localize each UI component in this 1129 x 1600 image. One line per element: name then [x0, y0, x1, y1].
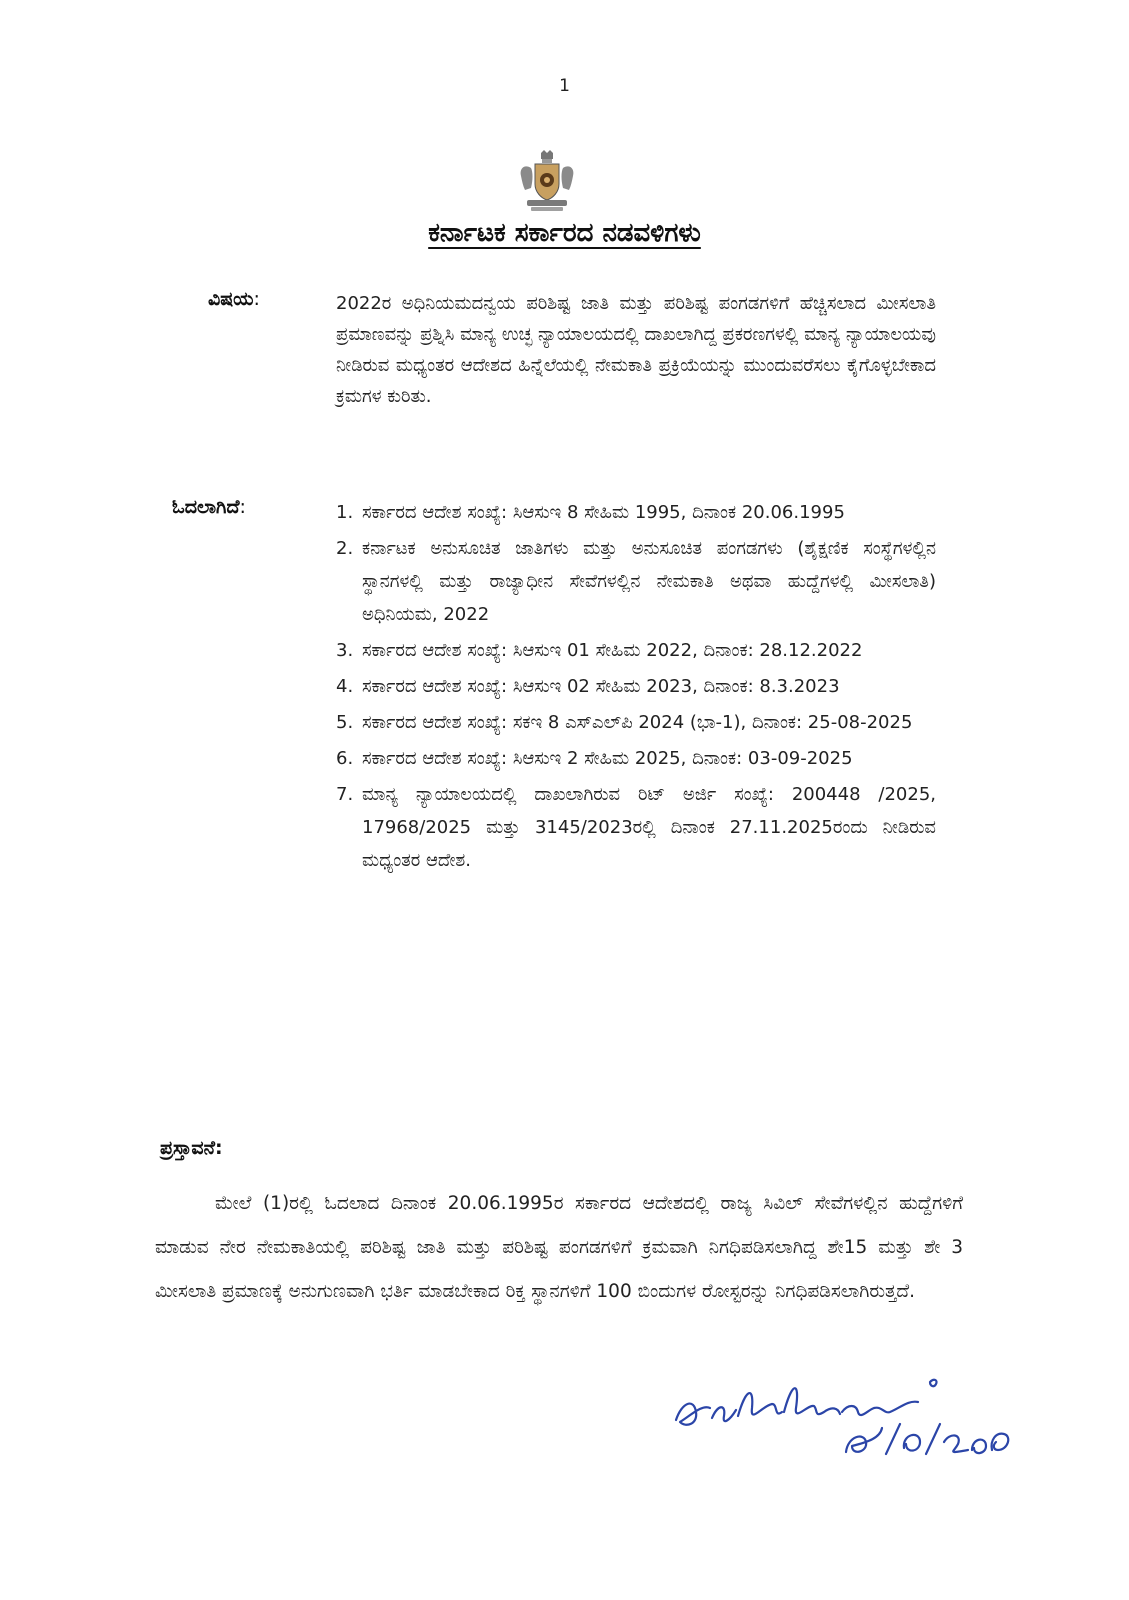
document-title — [0, 218, 1129, 249]
reference-item-text: ಸರ್ಕಾರದ ಆದೇಶ ಸಂಖ್ಯೆ: ಸಿಆಸುಇ 02 ಸೇಹಿಮ 2023, ದಿನಾಂಕ: 8.3.2023 — [362, 676, 840, 697]
reference-item-number: 4. — [336, 676, 354, 697]
reference-item-text: ಕರ್ನಾಟಕ ಅನುಸೂಚಿತ ಜಾತಿಗಳು ಮತ್ತು ಅನುಸೂಚಿತ ಪಂಗಡಗಳು (ಶೈಕ್ಷಣಿಕ ಸಂಸ್ಥೆಗಳಲ್ಲಿನ ಸ್ಥಾನಗಳಲ್ಲಿ ಮತ್ತು ರಾಜ್ಯಾಧೀನ ಸೇವೆಗಳಲ್ಲಿನ ನೇಮಕಾತಿ ಅಥವಾ ಹುದ್ದೆಗಳಲ್ಲಿ ಮೀಸಲಾತಿ) ಅಧಿನಿಯಮ, 2022 — [362, 538, 936, 625]
reference-item-text: ಸರ್ಕಾರದ ಆದೇಶ ಸಂಖ್ಯೆ: ಸಕಇ 8 ಎಸ್‌ಎಲ್‌ಪಿ 2024 (ಭಾ-1), ದಿನಾಂಕ: 25-08-2025 — [362, 712, 913, 733]
reference-item-number: 3. — [336, 640, 354, 661]
reference-item-text: ಸರ್ಕಾರದ ಆದೇಶ ಸಂಖ್ಯೆ: ಸಿಆಸುಇ 01 ಸೇಹಿಮ 2022, ದಿನಾಂಕ: 28.12.2022 — [362, 640, 863, 661]
reference-item-number: 2. — [336, 538, 354, 559]
references-list — [336, 496, 936, 880]
reference-item-number: 7. — [336, 784, 354, 805]
subject-label-colon: : — [253, 288, 260, 310]
preamble-paragraph: ಮೇಲೆ (1)ರಲ್ಲಿ ಓದಲಾದ ದಿನಾಂಕ 20.06.1995ರ ಸರ್ಕಾರದ ಆದೇಶದಲ್ಲಿ ರಾಜ್ಯ ಸಿವಿಲ್ ಸೇವೆಗಳಲ್ಲಿನ ಹುದ್ದೆಗಳಿಗೆ ಮಾಡುವ ನೇರ ನೇಮಕಾತಿಯಲ್ಲಿ ಪರಿಶಿಷ್ಟ ಜಾತಿ ಮತ್ತು ಪರಿಶಿಷ್ಟ ಪಂಗಡಗಳಿಗೆ ಕ್ರಮವಾಗಿ ನಿಗಧಿಪಡಿಸಲಾಗಿದ್ದ ಶೇ15 ಮತ್ತು ಶೇ 3 ಮೀಸಲಾತಿ ಪ್ರಮಾಣಕ್ಕೆ ಅನುಗುಣವಾಗಿ ಭರ್ತಿ ಮಾಡಬೇಕಾದ ರಿಕ್ತ ಸ್ಥಾನಗಳಿಗೆ 100 ಬಿಂದುಗಳ ರೋಸ್ಟರನ್ನು ನಿಗಧಿಪಡಿಸಲಾಗಿರುತ್ತದೆ. — [155, 1193, 963, 1302]
reference-item — [336, 496, 936, 529]
reference-item-number: 5. — [336, 712, 354, 733]
handwritten-signature-icon — [668, 1368, 1023, 1463]
reference-item-number: 6. — [336, 748, 354, 769]
karnataka-state-emblem-icon — [511, 150, 583, 214]
reference-item-text: ಸರ್ಕಾರದ ಆದೇಶ ಸಂಖ್ಯೆ: ಸಿಆಸುಇ 2 ಸೇಹಿಮ 2025, ದಿನಾಂಕ: 03-09-2025 — [362, 748, 853, 769]
reference-item-text: ಮಾನ್ಯ ನ್ಯಾಯಾಲಯದಲ್ಲಿ ದಾಖಲಾಗಿರುವ ರಿಟ್ ಅರ್ಜಿ ಸಂಖ್ಯೆ: 200448 /2025, 17968/2025 ಮತ್ತು 3145/2023ರಲ್ಲಿ ದಿನಾಂಕ 27.11.2025ರಂದು ನೀಡಿರುವ ಮಧ್ಯಂತರ ಆದೇಶ. — [362, 784, 936, 871]
references-label-text: ಓದಲಾಗಿದೆ — [172, 496, 240, 518]
reference-item — [336, 778, 936, 877]
reference-item — [336, 670, 936, 703]
reference-item — [336, 706, 936, 739]
page-number: 1 — [559, 76, 570, 96]
preamble-heading: ಪ್ರಸ್ತಾವನೆ: — [160, 1137, 223, 1159]
reference-item-text: ಸರ್ಕಾರದ ಆದೇಶ ಸಂಖ್ಯೆ: ಸಿಆಸುಇ 8 ಸೇಹಿಮ 1995, ದಿನಾಂಕ 20.06.1995 — [362, 502, 845, 523]
subject-label-text: ವಿಷಯ — [208, 288, 254, 310]
references-label-colon: : — [239, 496, 246, 518]
reference-item — [336, 742, 936, 775]
subject-label — [208, 288, 260, 310]
document-title-text: ಕರ್ನಾಟಕ ಸರ್ಕಾರದ ನಡವಳಿಗಳು — [428, 218, 701, 248]
reference-item-number: 1. — [336, 502, 354, 523]
references-label — [172, 496, 246, 518]
subject-text: 2022ರ ಅಧಿನಿಯಮದನ್ವಯ ಪರಿಶಿಷ್ಟ ಜಾತಿ ಮತ್ತು ಪರಿಶಿಷ್ಟ ಪಂಗಡಗಳಿಗೆ ಹೆಚ್ಚಿಸಲಾದ ಮೀಸಲಾತಿ ಪ್ರಮಾಣವನ್ನು ಪ್ರಶ್ನಿಸಿ ಮಾನ್ಯ ಉಚ್ಛ ನ್ಯಾಯಾಲಯದಲ್ಲಿ ದಾಖಲಾಗಿದ್ದ ಪ್ರಕರಣಗಳಲ್ಲಿ ಮಾನ್ಯ ನ್ಯಾಯಾಲಯವು ನೀಡಿರುವ ಮಧ್ಯಂತರ ಆದೇಶದ ಹಿನ್ನೆಲೆಯಲ್ಲಿ ನೇಮಕಾತಿ ಪ್ರಕ್ರಿಯೆಯನ್ನು ಮುಂದುವರೆಸಲು ಕೈಗೊಳ್ಳಬೇಕಾದ ಕ್ರಮಗಳ ಕುರಿತು. — [336, 293, 936, 407]
reference-item — [336, 634, 936, 667]
reference-item — [336, 532, 936, 631]
